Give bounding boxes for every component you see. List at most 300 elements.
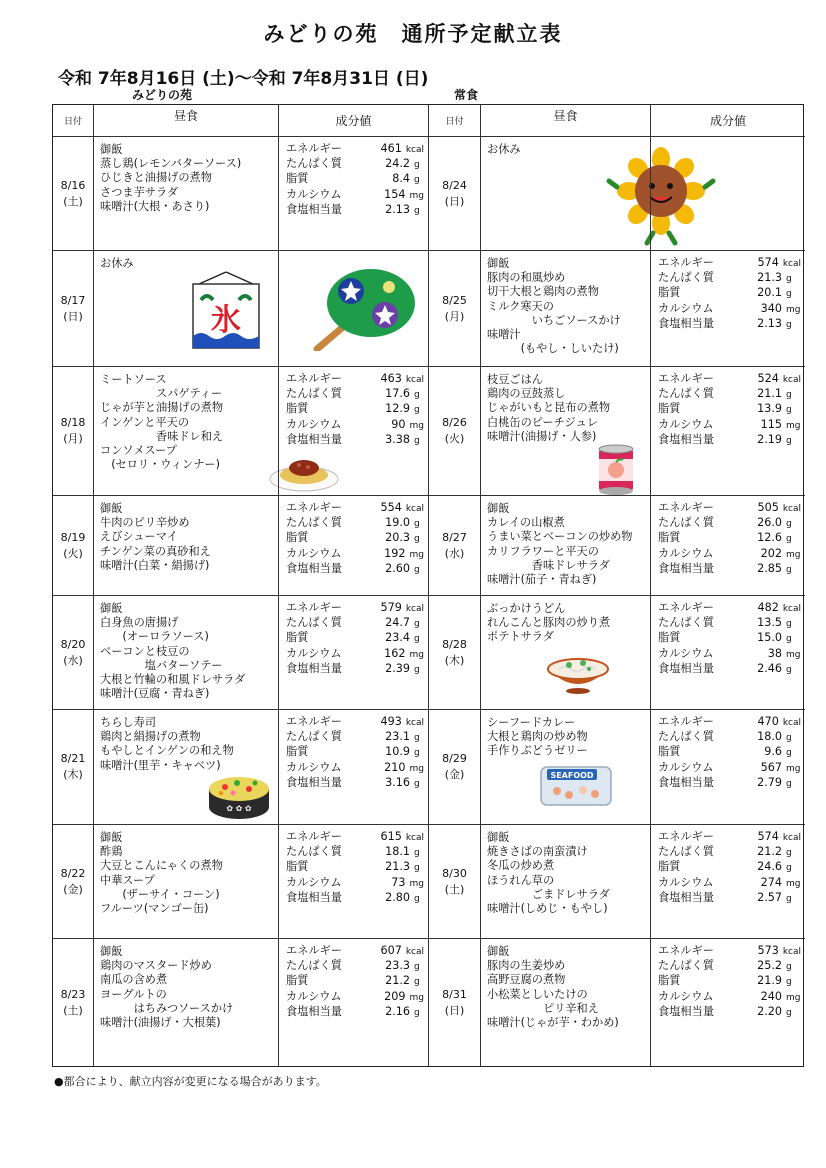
day-date: 8/16 xyxy=(60,178,86,192)
nutrient-value: 154 xyxy=(384,187,406,201)
nutrient-label: 食塩相当量 xyxy=(658,661,714,675)
nutrient-unit: g xyxy=(786,564,792,575)
menu-item: さつま芋サラダ xyxy=(100,185,179,199)
menu-item: はちみつソースかけ xyxy=(100,1001,234,1015)
nutrient-value: 2.79 xyxy=(757,775,782,789)
nutrient-row xyxy=(286,172,424,187)
nutrient-value: 9.6 xyxy=(764,745,782,759)
nutrient-row xyxy=(286,662,424,677)
nutrient-unit: mg xyxy=(786,649,801,660)
day-date: 8/22 xyxy=(60,866,86,880)
nutrient-label: たんぱく質 xyxy=(658,845,714,859)
nutrient-row xyxy=(658,562,801,577)
nutrient-value: 20.1 xyxy=(757,286,782,300)
menu-item: ミートソース xyxy=(100,373,167,386)
nutrient-row xyxy=(658,776,801,791)
nutrient-row xyxy=(286,876,424,891)
nutrient-label: カルシウム xyxy=(286,546,342,560)
day-of-week: (土) xyxy=(63,194,83,208)
day-date: 8/26 xyxy=(442,416,467,429)
nutrient-row xyxy=(658,761,801,776)
nutrient-unit: g xyxy=(786,893,792,904)
menu-item: (オーロラソース) xyxy=(100,630,209,644)
nutrient-row xyxy=(286,531,424,546)
nutrient-unit: g xyxy=(414,664,420,675)
menu-item: ひじきと油揚げの煮物 xyxy=(100,171,212,185)
menu-item: 香味ドレ和え xyxy=(100,429,224,443)
nutrient-row xyxy=(286,990,424,1005)
day-of-week: (水) xyxy=(63,653,83,667)
date-header: 日付 xyxy=(429,105,481,137)
nutrient-unit: kcal xyxy=(405,833,424,843)
menu-item: 御飯 xyxy=(100,945,123,958)
nutrient-label: 脂質 xyxy=(286,745,309,759)
nutrient-row xyxy=(286,203,424,218)
nutrient-row xyxy=(658,387,801,402)
menu-item: ちらし寿司 xyxy=(100,716,156,729)
day-date: 8/23 xyxy=(60,987,86,1001)
day-of-week: (日) xyxy=(63,309,83,323)
nutrition-cell xyxy=(279,137,429,251)
date-cell xyxy=(53,596,94,710)
menu-item: インゲンと平天の xyxy=(100,415,190,429)
menu-item: お休み xyxy=(487,143,521,156)
nutrient-unit: kcal xyxy=(782,604,801,614)
menu-item: 白桃缶のピーチジュレ xyxy=(487,415,598,429)
nutrient-value: 115 xyxy=(760,417,782,431)
nutrient-label: 食塩相当量 xyxy=(658,1004,714,1018)
nutrient-label: カルシウム xyxy=(658,646,714,660)
seafood-pack-label: SEAFOOD xyxy=(550,771,594,780)
menu-item: 中華スープ xyxy=(100,873,155,887)
ice-flag-text: 氷 xyxy=(211,303,241,338)
nutrient-value: 2.19 xyxy=(757,432,782,446)
nutrient-label: 食塩相当量 xyxy=(286,432,342,446)
nutrient-row xyxy=(658,845,801,860)
menu-item: 大根と竹輪の和風ドレサラダ xyxy=(100,673,246,687)
nutrient-value: 13.5 xyxy=(757,616,782,630)
menu-item: 牛肉のピリ辛炒め xyxy=(100,516,190,530)
nutrient-unit: g xyxy=(414,977,420,988)
nutrient-row xyxy=(286,891,424,906)
nutrient-label: カルシウム xyxy=(286,760,342,774)
menu-item: 酢鶏 xyxy=(100,845,123,859)
day-date: 8/17 xyxy=(60,293,86,307)
nutrient-row xyxy=(286,562,424,577)
lunch-header: 昼食 xyxy=(94,105,279,137)
menu-cell xyxy=(94,596,279,710)
nutrient-row xyxy=(658,286,801,301)
menu-item: 御飯 xyxy=(487,502,510,515)
nutrient-row xyxy=(658,745,801,760)
nutrient-value: 567 xyxy=(760,760,782,774)
menu-item: シーフードカレー xyxy=(487,716,576,729)
nutrient-value: 23.4 xyxy=(385,631,410,645)
nutrient-label: 食塩相当量 xyxy=(286,775,342,789)
nutrient-value: 482 xyxy=(757,601,779,614)
nutrition-cell xyxy=(279,939,429,1066)
nutrient-label: エネルギー xyxy=(658,501,714,514)
nutrient-unit: kcal xyxy=(782,947,801,957)
nutrient-row xyxy=(286,959,424,974)
nutrient-unit: kcal xyxy=(405,145,424,155)
menu-item: 香味ドレサラダ xyxy=(487,558,610,572)
nutrient-label: 脂質 xyxy=(658,860,681,874)
date-header: 日付 xyxy=(53,105,94,137)
nutrient-row xyxy=(286,631,424,646)
nutrient-row xyxy=(286,372,424,387)
nutrient-value: 19.0 xyxy=(385,516,410,530)
menu-item: 塩バターソテー xyxy=(100,658,223,672)
menu-item: チンゲン菜の真砂和え xyxy=(100,544,211,558)
nutrient-label: 脂質 xyxy=(658,402,681,416)
nutrient-unit: mg xyxy=(409,190,424,201)
nutrient-label: カルシウム xyxy=(286,646,342,660)
menu-item: お休み xyxy=(100,257,134,270)
nutrient-unit: g xyxy=(414,390,420,401)
date-cell xyxy=(429,137,481,251)
menu-table xyxy=(52,104,804,1067)
day-date: 8/28 xyxy=(442,637,467,651)
nutrient-value: 90 xyxy=(391,417,406,431)
menu-item: れんこんと豚肉の炒り煮 xyxy=(487,616,611,630)
nutrient-row xyxy=(286,776,424,791)
nutrient-label: エネルギー xyxy=(286,601,342,614)
nutrient-value: 2.16 xyxy=(385,1004,410,1018)
nutrient-unit: kcal xyxy=(782,504,801,514)
nutrient-unit: g xyxy=(786,848,792,859)
nutrient-value: 24.7 xyxy=(385,616,410,630)
nutrient-unit: g xyxy=(786,435,792,446)
nutrient-row xyxy=(658,959,801,974)
nutrient-value: 573 xyxy=(757,944,779,957)
nutrient-label: エネルギー xyxy=(286,142,342,155)
nutrient-row xyxy=(286,616,424,631)
menu-item: 御飯 xyxy=(487,945,510,958)
day-date: 8/25 xyxy=(442,293,467,307)
nutrient-unit: kcal xyxy=(782,259,801,269)
nutrient-value: 21.2 xyxy=(757,845,782,859)
nutrition-header: 成分値 xyxy=(279,105,429,137)
nutrition-cell xyxy=(279,596,429,710)
nutrient-unit: g xyxy=(786,519,792,530)
nutrition-cell xyxy=(651,596,805,710)
nutrition-header: 成分値 xyxy=(651,105,805,137)
nutrition-cell xyxy=(651,496,805,596)
nutrient-unit: mg xyxy=(409,878,424,889)
nutrient-row xyxy=(658,302,801,317)
nutrition-cell xyxy=(279,496,429,596)
day-date: 8/30 xyxy=(442,866,467,880)
nutrient-unit: g xyxy=(414,534,420,545)
nutrient-value: 2.39 xyxy=(385,661,410,675)
menu-item: スパゲティー xyxy=(100,387,223,401)
menu-item: (セロリ・ウィンナー) xyxy=(100,458,220,472)
nutrient-unit: mg xyxy=(409,549,424,560)
nutrient-label: エネルギー xyxy=(286,372,342,385)
nutrient-value: 21.3 xyxy=(757,271,782,285)
svg-text:✿ ✿ ✿: ✿ ✿ ✿ xyxy=(226,804,252,813)
nutrient-label: たんぱく質 xyxy=(286,845,342,859)
nutrient-unit: kcal xyxy=(782,375,801,385)
nutrient-row xyxy=(286,387,424,402)
date-cell xyxy=(53,939,94,1066)
nutrient-unit: kcal xyxy=(405,947,424,957)
nutrient-value: 21.9 xyxy=(757,974,782,988)
nutrient-label: カルシウム xyxy=(286,989,342,1003)
menu-item: ベーコンと枝豆の xyxy=(100,644,190,658)
nutrient-unit: g xyxy=(414,848,420,859)
lunch-header: 昼食 xyxy=(481,105,651,137)
nutrition-cell xyxy=(651,251,805,367)
nutrient-label: 脂質 xyxy=(286,974,309,988)
day-of-week: (日) xyxy=(444,1003,465,1017)
nutrient-unit: g xyxy=(414,634,420,645)
menu-cell xyxy=(481,251,651,367)
nutrient-row xyxy=(658,974,801,989)
nutrient-unit: g xyxy=(414,175,420,186)
nutrient-unit: g xyxy=(786,977,792,988)
menu-cell xyxy=(94,825,279,939)
nutrient-value: 2.13 xyxy=(757,316,782,330)
menu-item: 切干大根と鶏肉の煮物 xyxy=(487,285,599,299)
menu-cell xyxy=(94,367,279,496)
nutrient-value: 579 xyxy=(380,601,402,614)
menu-item: 大豆とこんにゃくの煮物 xyxy=(100,859,223,873)
nutrient-row xyxy=(286,974,424,989)
day-of-week: (日) xyxy=(444,194,465,208)
nutrient-unit: g xyxy=(786,748,792,759)
menu-item: もやしとインゲンの和え物 xyxy=(100,744,234,758)
nutrient-value: 461 xyxy=(380,142,402,155)
nutrient-row xyxy=(286,516,424,531)
menu-item: 御飯 xyxy=(487,831,510,844)
nutrient-label: エネルギー xyxy=(658,715,714,728)
nutrient-value: 23.3 xyxy=(385,959,410,973)
menu-item: 大根と鶏肉の炒め物 xyxy=(487,730,588,744)
nutrient-unit: g xyxy=(414,748,420,759)
nutrient-row xyxy=(286,715,424,730)
page-title: みどりの苑 通所予定献立表 xyxy=(263,22,563,46)
footnote: ●都合により、献立内容が変更になる場合があります。 xyxy=(54,1075,327,1088)
nutrient-value: 13.9 xyxy=(757,402,782,416)
date-cell xyxy=(429,251,481,367)
nutrient-row xyxy=(658,317,801,332)
menu-item: カレイの山椒煮 xyxy=(487,516,565,530)
nutrient-unit: g xyxy=(414,778,420,789)
day-of-week: (木) xyxy=(63,768,83,781)
nutrient-label: エネルギー xyxy=(658,830,714,843)
nutrient-label: たんぱく質 xyxy=(286,516,342,530)
nutrient-label: カルシウム xyxy=(658,546,714,560)
nutrient-label: カルシウム xyxy=(658,760,714,774)
nutrient-label: 脂質 xyxy=(658,286,681,300)
menu-item: 御飯 xyxy=(100,602,123,615)
day-of-week: (金) xyxy=(63,882,83,896)
menu-cell xyxy=(94,496,279,596)
nutrient-value: 23.1 xyxy=(385,730,410,744)
nutrient-row xyxy=(658,891,801,906)
nutrient-row xyxy=(286,157,424,172)
nutrient-label: 食塩相当量 xyxy=(286,890,342,904)
nutrient-unit: g xyxy=(414,893,420,904)
nutrient-unit: mg xyxy=(409,420,424,431)
date-cell xyxy=(429,939,481,1066)
nutrient-value: 24.6 xyxy=(757,860,782,874)
nutrient-label: 食塩相当量 xyxy=(286,202,342,216)
nutrient-row xyxy=(658,662,801,677)
day-date: 8/20 xyxy=(60,637,86,651)
day-date: 8/21 xyxy=(60,752,86,765)
period: 令和 7年8月16日 (土)〜令和 7年8月31日 (日) xyxy=(58,69,429,89)
nutrient-unit: mg xyxy=(409,992,424,1003)
nutrient-value: 2.20 xyxy=(757,1004,782,1018)
nutrition-cell xyxy=(279,251,429,367)
nutrient-label: 食塩相当量 xyxy=(658,432,714,446)
day-of-week: (水) xyxy=(444,546,465,560)
menu-item: ぶっかけうどん xyxy=(487,602,566,615)
nutrient-row xyxy=(658,433,801,448)
nutrient-row xyxy=(658,647,801,662)
nutrient-label: たんぱく質 xyxy=(286,157,342,171)
menu-cell xyxy=(481,939,651,1066)
nutrient-unit: g xyxy=(414,160,420,171)
menu-item: 味噌汁(茄子・青ねぎ) xyxy=(487,573,597,587)
nutrient-unit: g xyxy=(786,778,792,789)
menu-item: 高野豆腐の煮物 xyxy=(487,973,566,987)
menu-item: フルーツ(マンゴー缶) xyxy=(100,902,209,916)
menu-item: (ザーサイ・コーン) xyxy=(100,887,220,901)
nutrient-unit: g xyxy=(786,664,792,675)
nutrient-value: 18.1 xyxy=(385,845,410,859)
menu-cell xyxy=(94,137,279,251)
menu-item: ヨーグルトの xyxy=(100,987,167,1001)
day-of-week: (火) xyxy=(63,546,83,560)
nutrient-row xyxy=(658,418,801,433)
nutrient-label: 脂質 xyxy=(286,631,309,645)
nutrient-row xyxy=(658,616,801,631)
nutrient-value: 574 xyxy=(757,256,779,269)
nutrient-value: 18.0 xyxy=(757,730,782,744)
menu-item: じゃが芋と油揚げの煮物 xyxy=(100,401,224,415)
nutrient-unit: g xyxy=(414,962,420,973)
nutrient-row xyxy=(658,501,801,516)
nutrient-label: 脂質 xyxy=(286,860,309,874)
nutrient-label: カルシウム xyxy=(658,875,714,889)
nutrient-value: 10.9 xyxy=(385,745,410,759)
nutrient-value: 2.13 xyxy=(385,202,410,216)
nutrient-value: 15.0 xyxy=(757,631,782,645)
nutrient-label: 脂質 xyxy=(286,531,309,545)
menu-item: 焼きさばの南蛮漬け xyxy=(487,845,588,859)
nutrient-row xyxy=(658,256,801,271)
menu-item: ほうれん草の xyxy=(487,873,555,887)
nutrient-value: 2.57 xyxy=(757,890,782,904)
nutrient-row xyxy=(286,730,424,745)
nutrient-value: 38 xyxy=(767,646,782,660)
nutrient-row xyxy=(658,830,801,845)
menu-cell xyxy=(94,939,279,1066)
date-cell xyxy=(429,367,481,496)
nutrient-value: 21.1 xyxy=(757,387,782,401)
nutrient-label: 脂質 xyxy=(658,531,681,545)
nutrient-row xyxy=(286,601,424,616)
nutrient-value: 340 xyxy=(760,301,782,315)
nutrient-value: 25.2 xyxy=(757,959,782,973)
nutrient-row xyxy=(286,761,424,776)
nutrient-row xyxy=(286,745,424,760)
menu-item: ポテトサラダ xyxy=(487,630,555,644)
nutrient-unit: g xyxy=(414,1007,420,1018)
nutrient-unit: g xyxy=(786,405,792,416)
menu-item: ごまドレサラダ xyxy=(487,887,610,901)
nutrient-row xyxy=(658,730,801,745)
menu-cell xyxy=(481,496,651,596)
nutrient-unit: g xyxy=(786,319,792,330)
nutrient-label: 食塩相当量 xyxy=(286,561,342,575)
menu-item: 手作りぶどうゼリー xyxy=(487,744,588,758)
nutrient-value: 615 xyxy=(380,830,402,843)
menu-cell xyxy=(481,367,651,496)
nutrient-label: たんぱく質 xyxy=(658,387,714,401)
nutrient-unit: kcal xyxy=(782,833,801,843)
day-of-week: (火) xyxy=(444,432,465,445)
nutrient-row xyxy=(286,944,424,959)
date-cell xyxy=(53,251,94,367)
day-date: 8/31 xyxy=(442,987,467,1001)
nutrient-row xyxy=(286,142,424,157)
menu-item: 冬瓜の炒め煮 xyxy=(487,859,555,873)
nutrient-unit: kcal xyxy=(405,718,424,728)
nutrient-row xyxy=(658,271,801,286)
nutrient-label: たんぱく質 xyxy=(286,387,342,401)
menu-item: 枝豆ごはん xyxy=(487,373,543,386)
nutrient-value: 3.16 xyxy=(385,775,410,789)
menu-item: 味噌汁(じゃが芋・わかめ) xyxy=(487,1016,619,1030)
nutrient-label: カルシウム xyxy=(286,875,342,889)
nutrient-unit: g xyxy=(786,534,792,545)
nutrient-label: 食塩相当量 xyxy=(658,890,714,904)
date-cell xyxy=(429,825,481,939)
menu-item: 鶏肉と絹揚げの煮物 xyxy=(100,730,201,744)
nutrient-value: 192 xyxy=(384,546,406,560)
nutrient-value: 274 xyxy=(760,875,782,889)
menu-item: 味噌汁(しめじ・もやし) xyxy=(487,902,608,916)
menu-cell xyxy=(94,710,279,825)
nutrition-cell xyxy=(651,367,805,496)
nutrient-value: 463 xyxy=(380,372,402,385)
nutrient-label: エネルギー xyxy=(286,715,342,728)
menu-item: 白身魚の唐揚げ xyxy=(100,616,179,630)
nutrition-cell xyxy=(651,825,805,939)
menu-item: 小松菜としいたけの xyxy=(487,987,588,1001)
nutrient-label: エネルギー xyxy=(658,372,714,385)
nutrient-label: カルシウム xyxy=(658,301,714,315)
menu-cell xyxy=(481,596,651,710)
menu-item: 味噌汁(油揚げ・大根葉) xyxy=(100,1016,221,1030)
nutrient-label: カルシウム xyxy=(658,417,714,431)
menu-item: ミルク寒天の xyxy=(487,299,554,313)
nutrient-unit: g xyxy=(414,435,420,446)
nutrient-row xyxy=(286,501,424,516)
nutrient-row xyxy=(286,647,424,662)
day-date: 8/19 xyxy=(60,530,86,544)
menu-item: 味噌汁(里芋・キャベツ) xyxy=(100,758,221,772)
nutrient-value: 493 xyxy=(380,715,402,728)
nutrient-value: 8.4 xyxy=(392,172,410,186)
nutrient-unit: g xyxy=(414,863,420,874)
nutrient-label: エネルギー xyxy=(286,830,342,843)
